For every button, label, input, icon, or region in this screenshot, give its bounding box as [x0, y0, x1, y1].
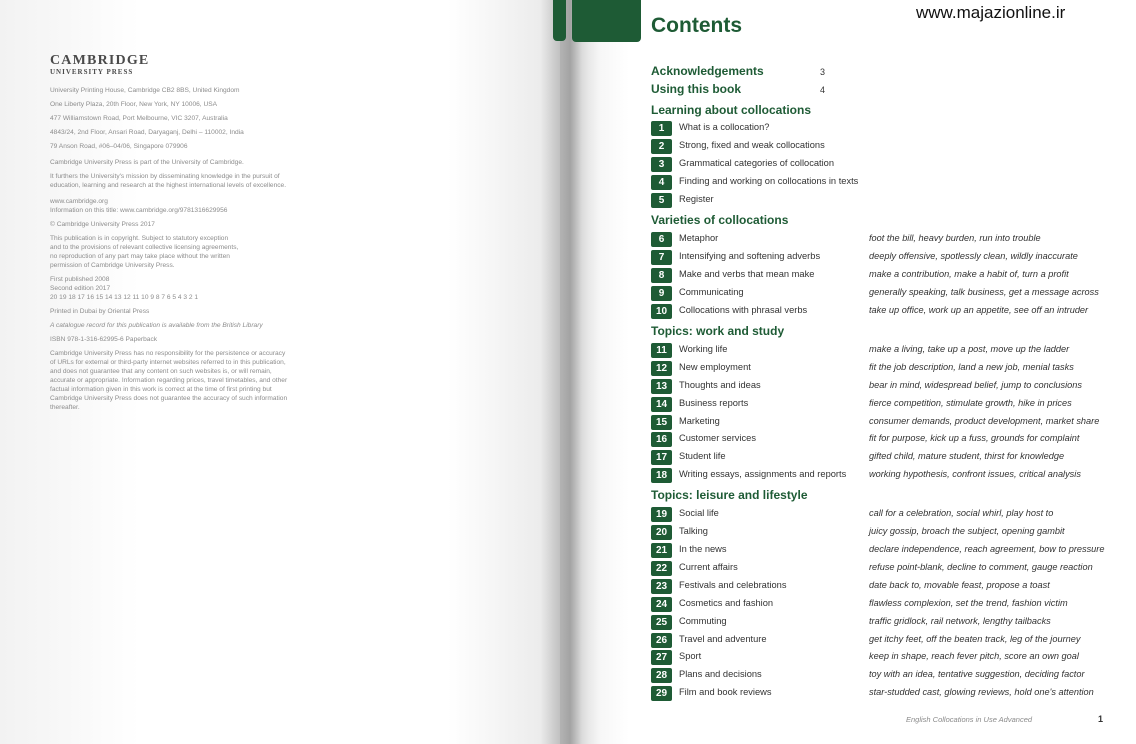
- unit-title: Marketing: [679, 416, 720, 426]
- toc-unit[interactable]: [651, 543, 1131, 559]
- unit-example-collocations: call for a celebration, social whirl, play host to: [869, 508, 1054, 518]
- website-link[interactable]: www.cambridge.org: [50, 198, 108, 205]
- section-heading: Varieties of collocations: [651, 213, 789, 227]
- toc-page-number: 4: [820, 85, 826, 95]
- toc-unit[interactable]: [651, 304, 1131, 320]
- unit-title: Finding and working on collocations in texts: [679, 176, 859, 186]
- unit-title: Strong, fixed and weak collocations: [679, 140, 825, 150]
- unit-number-badge: 10: [651, 304, 672, 319]
- unit-number-badge: 29: [651, 686, 672, 701]
- toc-unit[interactable]: [651, 379, 1131, 395]
- unit-number-badge: 3: [651, 157, 672, 172]
- toc-unit[interactable]: [651, 286, 1131, 302]
- info-title-link[interactable]: Information on this title: www.cambridge.org/9781316629956: [50, 207, 228, 214]
- toc-unit[interactable]: [651, 507, 1131, 523]
- toc-unit[interactable]: [651, 250, 1131, 266]
- toc-using-this-book[interactable]: Using this book: [651, 82, 741, 96]
- page-number: 1: [1098, 714, 1104, 724]
- unit-example-collocations: star-studded cast, glowing reviews, hold one's attention: [869, 687, 1094, 697]
- unit-title: Commuting: [679, 616, 727, 626]
- unit-title: New employment: [679, 362, 751, 372]
- unit-number-badge: 23: [651, 579, 672, 594]
- toc-unit[interactable]: [651, 468, 1131, 484]
- imprint-block: [50, 86, 350, 412]
- second-edition: Second edition 2017: [50, 285, 111, 292]
- unit-example-collocations: make a contribution, make a habit of, turn a profit: [869, 269, 1069, 279]
- mission-statement: It furthers the University's mission by disseminating knowledge in the pursuit of education, learning and research at the highest international levels of excellence.: [50, 173, 287, 189]
- address-line: 79 Anson Road, #06–04/06, Singapore 079906: [50, 143, 188, 150]
- unit-title: Festivals and celebrations: [679, 580, 787, 590]
- first-published: First published 2008: [50, 276, 110, 283]
- unit-title: Film and book reviews: [679, 687, 772, 697]
- unit-example-collocations: take up office, work up an appetite, see off an intruder: [869, 305, 1089, 315]
- unit-example-collocations: make a living, take up a post, move up the ladder: [869, 344, 1070, 354]
- unit-number-badge: 9: [651, 286, 672, 301]
- unit-example-collocations: declare independence, reach agreement, bow to pressure: [869, 544, 1105, 554]
- printed-in: Printed in Dubai by Oriental Press: [50, 308, 150, 315]
- unit-number-badge: 27: [651, 650, 672, 665]
- unit-number-badge: 15: [651, 415, 672, 430]
- watermark: www.majazionline.ir: [916, 3, 1066, 22]
- unit-number-badge: 28: [651, 668, 672, 683]
- unit-number-badge: 1: [651, 121, 672, 136]
- unit-example-collocations: generally speaking, talk business, get a message across: [869, 287, 1099, 297]
- unit-number-badge: 18: [651, 468, 672, 483]
- green-tab-small: [553, 0, 566, 41]
- unit-number-badge: 6: [651, 232, 672, 247]
- toc-unit[interactable]: [651, 193, 1131, 209]
- unit-title: In the news: [679, 544, 727, 554]
- unit-number-badge: 16: [651, 432, 672, 447]
- unit-title: Writing essays, assignments and reports: [679, 469, 847, 479]
- unit-title: Talking: [679, 526, 708, 536]
- unit-number-badge: 2: [651, 139, 672, 154]
- unit-example-collocations: get itchy feet, off the beaten track, leg of the journey: [869, 634, 1081, 644]
- toc-unit[interactable]: [651, 157, 1131, 173]
- toc-unit[interactable]: [651, 579, 1131, 595]
- unit-title: Customer services: [679, 433, 756, 443]
- unit-title: What is a collocation?: [679, 122, 770, 132]
- unit-example-collocations: fit the job description, land a new job, menial tasks: [869, 362, 1074, 372]
- section-heading: Topics: work and study: [651, 324, 785, 338]
- copyright-line: © Cambridge University Press 2017: [50, 221, 155, 228]
- unit-title: Communicating: [679, 287, 744, 297]
- unit-number-badge: 26: [651, 633, 672, 648]
- unit-title: Thoughts and ideas: [679, 380, 761, 390]
- toc-unit[interactable]: [651, 415, 1131, 431]
- unit-example-collocations: traffic gridlock, rail network, lengthy tailbacks: [869, 616, 1051, 626]
- copyright-notice: This publication is in copyright. Subject to statutory exception and to the provisions of relevant collective licensing agreements, no reproduction of any part may take place without the written permission of Cambridge University Press.: [50, 235, 239, 269]
- unit-example-collocations: date back to, movable feast, propose a toast: [869, 580, 1050, 590]
- toc-unit[interactable]: [651, 121, 1131, 137]
- toc-unit[interactable]: [651, 175, 1131, 191]
- toc-unit[interactable]: [651, 633, 1131, 649]
- toc-unit[interactable]: [651, 268, 1131, 284]
- unit-title: Intensifying and softening adverbs: [679, 251, 821, 261]
- unit-number-badge: 21: [651, 543, 672, 558]
- unit-number-badge: 17: [651, 450, 672, 465]
- address-line: 4843/24, 2nd Floor, Ansari Road, Daryaganj, Delhi – 110002, India: [50, 129, 244, 136]
- toc-unit[interactable]: [651, 650, 1131, 666]
- unit-title: Collocations with phrasal verbs: [679, 305, 808, 315]
- logo-line-2: UNIVERSITY PRESS: [50, 68, 134, 76]
- unit-number-badge: 4: [651, 175, 672, 190]
- unit-title: Make and verbs that mean make: [679, 269, 815, 279]
- unit-example-collocations: fit for purpose, kick up a fuss, grounds for complaint: [869, 433, 1080, 443]
- toc-unit[interactable]: [651, 525, 1131, 541]
- unit-example-collocations: working hypothesis, confront issues, critical analysis: [869, 469, 1081, 479]
- address-line: University Printing House, Cambridge CB2 8BS, United Kingdom: [50, 87, 240, 94]
- unit-example-collocations: toy with an idea, tentative suggestion, deciding factor: [869, 669, 1085, 679]
- unit-number-badge: 14: [651, 397, 672, 412]
- unit-example-collocations: deeply offensive, spotlessly clean, wildly inaccurate: [869, 251, 1078, 261]
- unit-number-badge: 22: [651, 561, 672, 576]
- toc-unit[interactable]: [651, 397, 1131, 413]
- toc-acknowledgements[interactable]: Acknowledgements: [651, 64, 764, 78]
- toc-page-number: 3: [820, 67, 826, 77]
- part-of-statement: Cambridge University Press is part of the University of Cambridge.: [50, 159, 244, 166]
- unit-number-badge: 12: [651, 361, 672, 376]
- unit-number-badge: 19: [651, 507, 672, 522]
- green-tab: [572, 0, 641, 42]
- unit-title: Register: [679, 194, 714, 204]
- unit-number-badge: 8: [651, 268, 672, 283]
- unit-number-badge: 5: [651, 193, 672, 208]
- toc-unit[interactable]: [651, 432, 1131, 448]
- book-spine-shadow: [540, 0, 600, 744]
- unit-title: Business reports: [679, 398, 749, 408]
- toc-unit[interactable]: [651, 686, 1131, 702]
- address-line: 477 Williamstown Road, Port Melbourne, VIC 3207, Australia: [50, 115, 228, 122]
- unit-example-collocations: bear in mind, widespread belief, jump to conclusions: [869, 380, 1082, 390]
- unit-title: Metaphor: [679, 233, 719, 243]
- running-footer: English Collocations in Use Advanced: [906, 715, 1033, 724]
- unit-title: Working life: [679, 344, 728, 354]
- print-line: 20 19 18 17 16 15 14 13 12 11 10 9 8 7 6 5 4 3 2 1: [50, 294, 198, 301]
- toc-unit[interactable]: [651, 361, 1131, 377]
- catalogue-record: A catalogue record for this publication is available from the British Library: [50, 322, 263, 329]
- address-line: One Liberty Plaza, 20th Floor, New York, NY 10006, USA: [50, 101, 218, 108]
- unit-number-badge: 7: [651, 250, 672, 265]
- unit-number-badge: 25: [651, 615, 672, 630]
- unit-title: Sport: [679, 651, 702, 661]
- toc-unit[interactable]: [651, 139, 1131, 155]
- unit-title: Social life: [679, 508, 719, 518]
- logo-line-1: CAMBRIDGE: [50, 53, 150, 68]
- unit-number-badge: 20: [651, 525, 672, 540]
- section-heading: Learning about collocations: [651, 103, 812, 117]
- unit-example-collocations: flawless complexion, set the trend, fashion victim: [869, 598, 1068, 608]
- toc-unit[interactable]: [651, 668, 1131, 684]
- unit-example-collocations: keep in shape, reach fever pitch, score an own goal: [869, 651, 1079, 661]
- toc-unit[interactable]: [651, 561, 1131, 577]
- unit-title: Student life: [679, 451, 726, 461]
- unit-title: Cosmetics and fashion: [679, 598, 774, 608]
- unit-example-collocations: foot the bill, heavy burden, run into trouble: [869, 233, 1041, 243]
- page-title: Contents: [651, 14, 742, 37]
- unit-number-badge: 13: [651, 379, 672, 394]
- unit-number-badge: 11: [651, 343, 672, 358]
- toc-unit[interactable]: [651, 232, 1131, 248]
- unit-number-badge: 24: [651, 597, 672, 612]
- toc-unit[interactable]: [651, 597, 1131, 613]
- imprint-page: [0, 0, 560, 744]
- section-heading: Topics: leisure and lifestyle: [651, 488, 808, 502]
- unit-example-collocations: fierce competition, stimulate growth, hike in prices: [869, 398, 1072, 408]
- toc-unit[interactable]: [651, 343, 1131, 359]
- unit-title: Grammatical categories of collocation: [679, 158, 835, 168]
- unit-title: Travel and adventure: [679, 634, 767, 644]
- unit-example-collocations: juicy gossip, broach the subject, opening gambit: [869, 526, 1065, 536]
- isbn: ISBN 978-1-316-62995-6 Paperback: [50, 336, 158, 343]
- unit-example-collocations: consumer demands, product development, market share: [869, 416, 1100, 426]
- unit-example-collocations: refuse point-blank, decline to comment, gauge reaction: [869, 562, 1093, 572]
- toc-unit[interactable]: [651, 615, 1131, 631]
- unit-title: Current affairs: [679, 562, 738, 572]
- disclaimer: Cambridge University Press has no responsibility for the persistence or accuracy of URLs for external or third-party internet websites referred to in this publication, and does not guarantee that any content on such websites is, or will remain, accurate or appropriate. Information regarding prices, travel timetables, and other factual information given in this work is correct at the time of first printing but Cambridge University Press does not guarantee the accuracy of such information thereafter.: [50, 350, 288, 411]
- unit-example-collocations: gifted child, mature student, thirst for knowledge: [869, 451, 1065, 461]
- toc-unit[interactable]: [651, 450, 1131, 466]
- unit-title: Plans and decisions: [679, 669, 762, 679]
- publisher-logo: [50, 54, 149, 77]
